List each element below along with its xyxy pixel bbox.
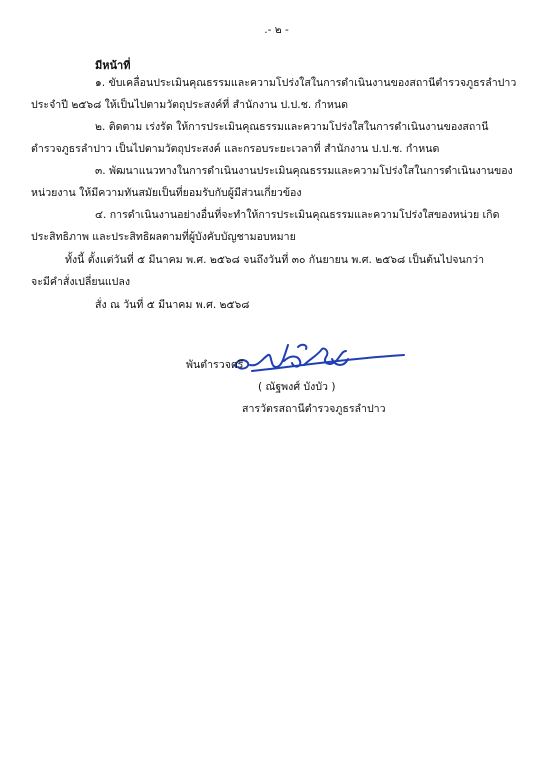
- signatory-rank: พันตำรวจตรี: [186, 359, 244, 371]
- duty-item-3-line-1: ๓. พัฒนาแนวทางในการดำเนินงานประเมินคุณธรรมและความโปร่งใสในการดำเนินงานของ: [95, 165, 513, 177]
- order-date-line: สั่ง ณ วันที่ ๕ มีนาคม พ.ศ. ๒๕๖๘: [95, 299, 250, 311]
- duty-item-4-line-2: ประสิทธิภาพ และประสิทธิผลตามที่ผู้บังคับบัญชามอบหมาย: [31, 231, 296, 243]
- signatory-name: ( ณัฐพงศ์ บังบัว ): [258, 381, 336, 393]
- duties-heading: มีหน้าที่: [95, 59, 131, 72]
- duty-item-1-line-2: ประจำปี ๒๕๖๘ ให้เป็นไปตามวัตถุประสงค์ที่ สำนักงาน ป.ป.ช. กำหนด: [31, 99, 349, 111]
- duty-item-4: [31, 204, 528, 248]
- duty-item-3-line-2: หน่วยงาน ให้มีความทันสมัยเป็นที่ยอมรับกับผู้มีส่วนเกี่ยวข้อง: [31, 187, 302, 199]
- duty-item-4-line-1: ๔. การดำเนินงานอย่างอื่นที่จะทำให้การประเมินคุณธรรมและความโปร่งใสของหน่วย เกิด: [95, 209, 500, 221]
- duty-item-1: [31, 72, 528, 116]
- duty-item-2-line-1: ๒. ติดตาม เร่งรัด ให้การประเมินคุณธรรมและความโปร่งใสในการดำเนินงานของสถานี: [95, 121, 489, 133]
- signatory-position: สารวัตรสถานีตำรวจภูธรลำปาว: [242, 403, 386, 415]
- duty-item-2-line-2: ตำรวจภูธรลำปาว เป็นไปตามวัตถุประสงค์ และกรอบระยะเวลาที่ สำนักงาน ป.ป.ช. กำหนด: [31, 143, 440, 155]
- effective-period: [31, 249, 528, 293]
- duty-item-3: [31, 160, 528, 204]
- page-number: .- ๒ -: [264, 24, 289, 36]
- effective-period-line-1: ทั้งนี้ ตั้งแต่วันที่ ๕ มีนาคม พ.ศ. ๒๕๖๘ จนถึงวันที่ ๓๐ กันยายน พ.ศ. ๒๕๖๘ เป็นต้นไปจนกว่า: [65, 254, 485, 266]
- handwritten-signature: [232, 337, 407, 379]
- duty-item-2: [31, 116, 528, 160]
- duty-item-1-line-1: ๑. ขับเคลื่อนประเมินคุณธรรมและความโปร่งใสในการดำเนินงานของสถานีตำรวจภูธรลำปาว: [95, 77, 517, 89]
- effective-period-line-2: จะมีคำสั่งเปลี่ยนแปลง: [31, 276, 131, 288]
